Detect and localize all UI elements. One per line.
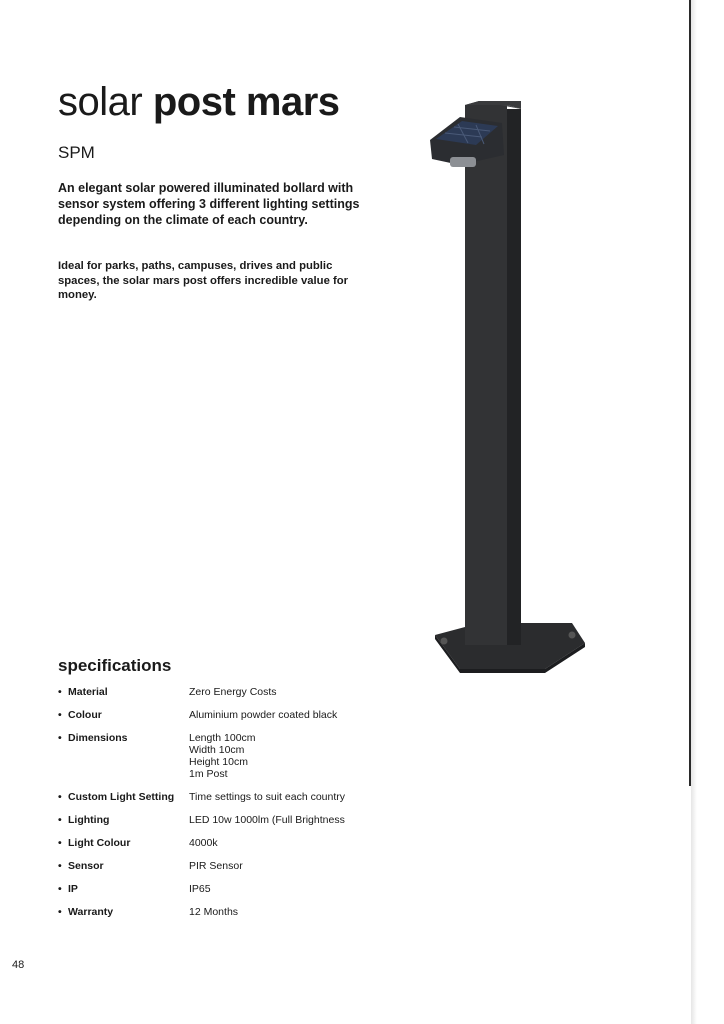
- spec-label: [58, 837, 189, 849]
- spec-label-text: Warranty: [68, 906, 114, 918]
- spec-values: [189, 732, 256, 780]
- spec-label: [58, 883, 189, 895]
- bullet-icon: •: [58, 814, 62, 826]
- solar-post-image: [420, 95, 595, 675]
- spec-row: [58, 791, 458, 803]
- spec-values: [189, 906, 238, 918]
- spec-value: LED 10w 1000lm (Full Brightness: [189, 814, 345, 826]
- bullet-icon: •: [58, 709, 62, 721]
- spec-label-text: Colour: [68, 709, 102, 721]
- spec-row: [58, 732, 458, 780]
- spec-row: [58, 860, 458, 872]
- post-side-face: [507, 109, 521, 645]
- spec-value: Width 10cm: [189, 744, 245, 756]
- spec-label-text: Sensor: [68, 860, 104, 872]
- spec-row: [58, 814, 458, 826]
- page-edge-shadow: [691, 0, 697, 1024]
- spec-label: [58, 686, 189, 698]
- spec-label-text: Custom Light Setting: [68, 791, 175, 803]
- spec-label: [58, 732, 189, 780]
- spec-row: [58, 686, 458, 698]
- spec-values: [189, 791, 345, 803]
- spec-label: [58, 906, 189, 918]
- post-front-face: [465, 105, 507, 645]
- page-title: [58, 80, 340, 125]
- spec-values: [189, 686, 277, 698]
- spec-row: [58, 906, 458, 918]
- bullet-icon: •: [58, 686, 62, 698]
- spec-label: [58, 791, 189, 803]
- bullet-icon: •: [58, 732, 62, 744]
- bullet-icon: •: [58, 883, 62, 895]
- spec-values: [189, 837, 218, 849]
- spec-value: Length 100cm: [189, 732, 256, 744]
- spec-value: 1m Post: [189, 768, 228, 780]
- spec-values: [189, 814, 345, 826]
- title-light: solar: [58, 80, 143, 124]
- sensor-lens: [450, 157, 476, 167]
- title-bold: post mars: [152, 80, 340, 124]
- spec-value: Time settings to suit each country: [189, 791, 346, 803]
- spec-label-text: Lighting: [68, 814, 110, 826]
- spec-values: [189, 883, 211, 895]
- page-number: 48: [12, 959, 25, 971]
- bullet-icon: •: [58, 906, 62, 918]
- bullet-icon: •: [58, 860, 62, 872]
- spec-value: IP65: [189, 883, 211, 895]
- spec-row: [58, 837, 458, 849]
- spec-label-text: IP: [68, 883, 78, 895]
- specifications-list: [58, 686, 458, 929]
- spec-value: 4000k: [189, 837, 218, 849]
- spec-value: PIR Sensor: [189, 860, 243, 872]
- spec-label: [58, 860, 189, 872]
- lead-description: An elegant solar powered illuminated bollard with sensor system offering 3 different lighting settings depending on the climate of each country.: [58, 181, 360, 227]
- base-bolt: [569, 632, 576, 639]
- base-bolt: [441, 638, 448, 645]
- specifications-heading: specifications: [58, 656, 172, 675]
- spec-label-text: Light Colour: [68, 837, 131, 849]
- spec-label-text: Material: [68, 686, 108, 698]
- secondary-description: Ideal for parks, paths, campuses, drives and public spaces, the solar mars post offers incredible value for money.: [58, 260, 349, 301]
- spec-label: [58, 814, 189, 826]
- product-code: SPM: [58, 143, 95, 162]
- spec-value: 12 Months: [189, 906, 239, 918]
- spec-value: Aluminium powder coated black: [189, 709, 338, 721]
- bullet-icon: •: [58, 837, 62, 849]
- spec-row: [58, 883, 458, 895]
- spec-values: [189, 709, 337, 721]
- spec-value: Height 10cm: [189, 756, 248, 768]
- bullet-icon: •: [58, 791, 62, 803]
- spec-row: [58, 709, 458, 721]
- spec-label-text: Dimensions: [68, 732, 128, 744]
- spec-label: [58, 709, 189, 721]
- spec-value: Zero Energy Costs: [189, 686, 277, 698]
- spec-values: [189, 860, 243, 872]
